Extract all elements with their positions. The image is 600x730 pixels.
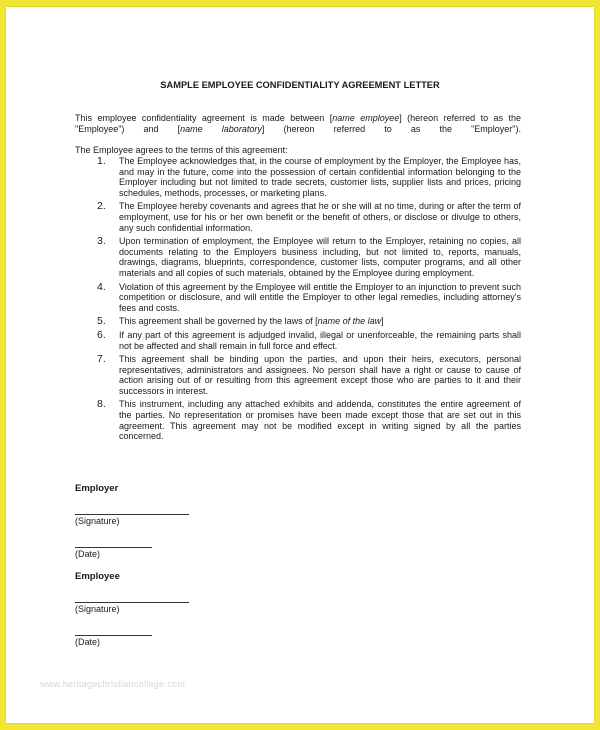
employer-date-line[interactable] — [75, 547, 152, 548]
intro-text-3: ] (hereon referred to as the "Employer"). — [261, 123, 521, 134]
clause-item — [75, 316, 521, 327]
clause-text: The Employee hereby covenants and agrees that he or she will at no time, during or after the term of employment, use for his or her own benefit or the benefit of others, or disclose or divulge to others, any such confidential information. — [119, 201, 521, 233]
clause-number: 5. — [97, 315, 106, 328]
employee-date-line[interactable] — [75, 635, 152, 636]
clause-number: 3. — [97, 235, 106, 248]
document-page — [6, 7, 594, 723]
employer-signature-label: (Signature) — [75, 516, 120, 526]
employee-heading: Employee — [75, 571, 120, 582]
clause-item — [75, 236, 521, 278]
clause-number: 4. — [97, 280, 106, 293]
clause-number: 6. — [97, 328, 106, 341]
clause-text — [119, 316, 384, 326]
clause-number: 1. — [97, 155, 106, 167]
clause-item — [75, 354, 521, 396]
intro-paragraph — [75, 113, 521, 134]
clause-number: 7. — [97, 353, 106, 366]
employee-date-label: (Date) — [75, 637, 101, 647]
laboratory-placeholder: name laboratory — [180, 123, 262, 134]
terms-lead: The Employee agrees to the terms of this agreement: — [75, 145, 288, 155]
clause-item — [75, 282, 521, 314]
intro-text-1: This employee confidentiality agreement is made between [ — [75, 113, 333, 123]
employee-placeholder: name employee — [332, 113, 400, 123]
clause-text: This agreement shall be binding upon the parties, and upon their heirs, executors, personal representatives, administrators and assignees. No person shall have a right or cause to cause of action arising out of or resulting from this agreement except those who are parties to it and their successors in interest. — [119, 354, 521, 396]
employee-signature-label: (Signature) — [75, 604, 120, 614]
clause-text: This instrument, including any attached exhibits and addenda, constitutes the entire agreement of the parties. No representation or promises have been made except those that are set out in this agreement. This agreement may not be modified except in writing signed by all the parties concerned. — [119, 399, 521, 442]
clause-number: 2. — [97, 200, 106, 213]
employer-signature-line[interactable] — [75, 514, 189, 515]
employee-signature-line[interactable] — [75, 602, 189, 603]
clause-text: Upon termination of employment, the Employee will return to the Employer, retaining no copies, all documents relating to the Employers business including, but not limited to, reports, manuals, drawings, diagrams, blueprints, correspondence, customer lists, computer programs, and all other materials and all copies of such materials, obtained by the Employee during employment. — [119, 236, 521, 278]
employer-heading: Employer — [75, 483, 119, 494]
clause-text: If any part of this agreement is adjudged invalid, illegal or unenforceable, the remaining parts shall not be affected and shall remain in full force and effect. — [119, 329, 521, 351]
clause-number: 8. — [97, 398, 106, 411]
clause-list — [75, 156, 521, 445]
employer-date-label: (Date) — [75, 549, 101, 559]
clause-text: Violation of this agreement by the Employee will entitle the Employer to an injunction to prevent such competition or disclosure, and will entitle the Employer to other legal remedies, including attorney's fees and costs. — [119, 281, 521, 313]
law-placeholder: name of the law — [317, 316, 382, 327]
clause-item — [75, 201, 521, 233]
clause-text-end: ] — [381, 316, 384, 327]
clause-item — [75, 330, 521, 351]
intro-text-2: ] (hereon referred to as the "Employee") and [ — [75, 113, 521, 134]
site-watermark: www.heritagechristiancollege.com — [40, 679, 186, 689]
clause-text-start: This agreement shall be governed by the laws of [ — [119, 316, 318, 327]
clause-item — [75, 156, 521, 198]
clause-text: The Employee acknowledges that, in the course of employment by the Employer, the Employee has, and may in the future, come into the possession of certain confidential information belonging to the Employer including but not limited to trade secrets, customer lists, supplier lists and prices, pricing schedules, methods, processes, or marketing plans. — [119, 156, 521, 198]
clause-item — [75, 399, 521, 441]
document-title: SAMPLE EMPLOYEE CONFIDENTIALITY AGREEMENT LETTER — [160, 80, 440, 90]
